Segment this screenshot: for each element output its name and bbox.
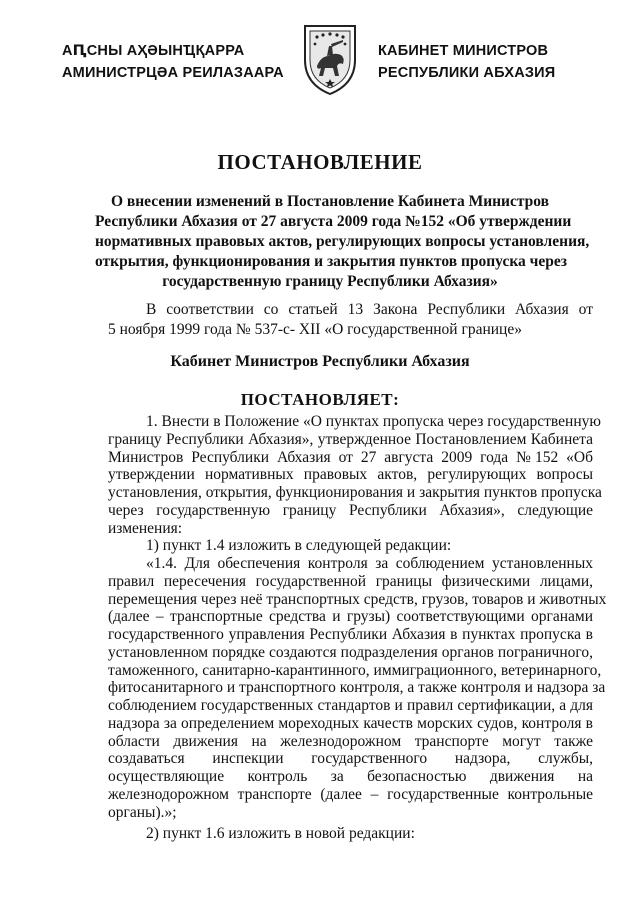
body-line: правил пересечения государственной границы физическими лицами, <box>108 572 593 590</box>
issuing-body: Кабинет Министров Республики Абхазия <box>170 353 470 370</box>
body-line: границу Республики Абхазия», утвержденное Постановлением Кабинета <box>108 430 593 448</box>
body-line: перемещения через неё транспортных средств, грузов, товаров и животных <box>108 590 607 608</box>
subject-line: нормативных правовых актов, регулирующих вопросы установления, <box>95 233 590 250</box>
body-line: железнодорожном транспорте (далее – государственные контрольные <box>108 785 593 803</box>
body-line: утверждении нормативных правовых актов, регулирующих вопросы <box>108 466 593 484</box>
header-abkhaz-line-1: АԤСНЫ АҲӘЫНҴҚАРРА <box>62 43 245 59</box>
subject-line: открытия, функционирования и закрытия пунктов пропуска через <box>95 253 568 270</box>
header-russian-line-1: КАБИНЕТ МИНИСТРОВ <box>378 43 549 59</box>
body-line: установленном порядке создаются подразделения органов пограничного, <box>108 643 593 661</box>
preamble-line: В соответствии со статьей 13 Закона Республики Абхазия от <box>146 301 593 318</box>
body-line: 1) пункт 1.4 изложить в следующей редакции: <box>146 537 452 555</box>
preamble-line: 5 ноября 1999 года № 537-с- XII «О государственной границе» <box>108 321 522 338</box>
body-line: 2) пункт 1.6 изложить в новой редакции: <box>146 825 415 843</box>
body-line: области движения на железнодорожном транспорте могут также <box>108 732 593 750</box>
body-line: осуществляющие контроль за безопасностью движения на <box>108 768 593 785</box>
body-line: 1. Внести в Положение «О пунктах пропуска через государственную <box>146 413 601 430</box>
body-line: органы).»; <box>108 803 177 821</box>
preamble <box>108 300 593 340</box>
document-body <box>108 413 607 843</box>
subject-line: государственную границу Республики Абхазия» <box>162 273 498 290</box>
body-line: установления, открытия, функционирования и закрытия пунктов пропуска <box>108 484 602 501</box>
body-line: фитосанитарного и транспортного контроля, а также контроля и надзора за <box>108 679 606 697</box>
body-line: «1.4. Для обеспечения контроля за соблюдением установленных <box>146 555 593 572</box>
decree-heading: ПОСТАНОВЛЯЕТ: <box>240 390 400 409</box>
document-title: ПОСТАНОВЛЕНИЕ <box>217 150 423 174</box>
subject-line: О внесении изменений в Постановление Кабинета Министров <box>110 193 550 210</box>
body-line: таможенного, санитарно-карантинного, иммиграционного, ветеринарного, <box>108 661 602 679</box>
body-line: (далее – транспортные средства и грузы) соответствующими органами <box>108 608 593 626</box>
subject-line: Республики Абхазия от 27 августа 2009 года №152 «Об утверждении <box>95 213 572 230</box>
body-line: создаваться инспекции государственного надзора, службы, <box>108 750 593 768</box>
header-russian-line-2: РЕСПУБЛИКИ АБХАЗИЯ <box>378 65 556 81</box>
body-line: изменения: <box>108 519 183 537</box>
header-abkhaz-line-2: АМИНИСТРЦӘА РЕИЛАЗААРА <box>62 65 284 81</box>
header-abkhaz <box>62 40 292 84</box>
body-line: государственного управления Республики Абхазия в пунктах пропуска в <box>108 626 593 643</box>
body-line: надзора за определением мореходных качеств морских судов, контроля в <box>108 714 593 732</box>
body-line: соблюдением государственных стандартов и правил сертификации, а для <box>108 697 593 714</box>
header-russian <box>378 40 608 84</box>
body-line: через государственную границу Республики Абхазия», следующие <box>108 501 593 519</box>
body-line: Министров Республики Абхазия от 27 августа 2009 года №152 «Об <box>108 448 593 466</box>
document-subject <box>95 192 590 292</box>
state-emblem-icon <box>297 22 363 98</box>
